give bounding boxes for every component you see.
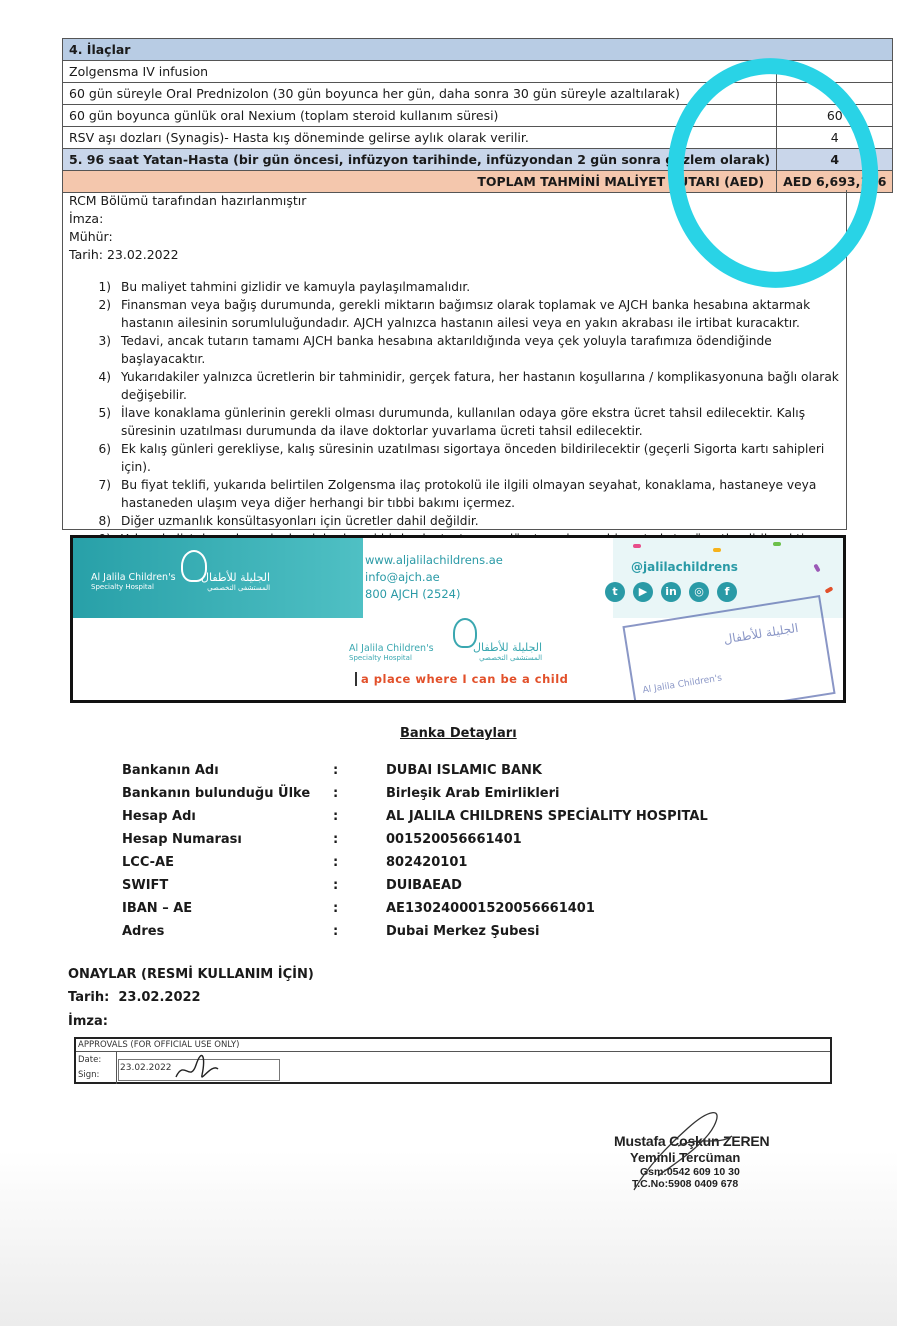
bank-title: Banka Detayları bbox=[400, 726, 517, 741]
translator-signature-icon bbox=[628, 1106, 738, 1196]
note-line: süresinin uzatılması durumunda da ilave doktorlar yuvarlama ücreti tahsil edilecektir. bbox=[121, 424, 643, 438]
total-value: AED 6,693,196 bbox=[777, 171, 893, 193]
bank-separator: : bbox=[333, 901, 339, 916]
note-text bbox=[121, 278, 840, 296]
value-cell: 60 bbox=[777, 105, 893, 127]
note-number: 8) bbox=[98, 514, 111, 528]
bank-label: LCC-AE bbox=[122, 855, 174, 870]
bank-separator: : bbox=[333, 855, 339, 870]
note-text bbox=[121, 368, 840, 404]
note-line: hastanın ailesinin sorumluluğundadır. AJCH yalnızca hastanın ailesi veya en yakın akrabası ile irtibat kuracaktır. bbox=[121, 316, 800, 330]
bank-separator: : bbox=[333, 786, 339, 801]
note-text bbox=[121, 404, 840, 440]
translator-title: Yeminli Tercüman bbox=[630, 1150, 741, 1165]
note-number: 7) bbox=[98, 478, 111, 492]
note-line: Yukarıdakiler yalnızca ücretlerin bir tahminidir, gerçek fatura, her hastanın koşullarına / komplikasyonuna bağlı olarak bbox=[121, 370, 839, 384]
note-line: Ek kalış günleri gerekliyse, kalış süresinin uzatılması sigortaya önceden bildirilecektir (geçerli Sigorta kartı sahipleri için). bbox=[121, 442, 825, 474]
bank-label: Hesap Numarası bbox=[122, 832, 242, 847]
logo-text-ar: الجليلة للأطفال المستشفى التخصصي bbox=[201, 571, 271, 592]
box-date-value: 23.02.2022 bbox=[120, 1063, 172, 1073]
prepared-date: Tarih: 23.02.2022 bbox=[69, 247, 179, 262]
instagram-icon[interactable]: ◎ bbox=[689, 582, 709, 602]
approvals-date: Tarih: 23.02.2022 bbox=[68, 990, 201, 1005]
item-cell: Zolgensma IV infusion bbox=[63, 61, 777, 83]
item-cell: 5. 96 saat Yatan-Hasta (bir gün öncesi, infüzyon tarihinde, infüzyondan 2 gün sonra gözlem olarak) bbox=[63, 149, 777, 171]
prepared-by: RCM Bölümü tarafından hazırlanmıştır bbox=[69, 193, 307, 208]
note-number: 4) bbox=[98, 370, 111, 384]
note-number: 3) bbox=[98, 334, 111, 348]
box-date-label: Date: bbox=[78, 1055, 102, 1065]
note-line: hastaneden ulaşım veya diğer herhangi bir tıbbi bakımı içermez. bbox=[121, 496, 516, 510]
bank-separator: : bbox=[333, 924, 339, 939]
list-item bbox=[69, 404, 840, 440]
translator-name: Mustafa Coşkun ZEREN bbox=[614, 1133, 770, 1149]
note-text bbox=[121, 332, 840, 368]
note-text bbox=[121, 440, 840, 476]
item-cell: 60 gün süreyle Oral Prednizolon (30 gün boyunca her gün, daha sonra 30 gün süreyle azaltılarak) bbox=[63, 83, 777, 105]
stamp-text-ar: الجليلة للأطفال bbox=[722, 620, 800, 647]
bank-value: DUIBAEAD bbox=[386, 878, 462, 893]
logo-text-en: Al Jalila Children's Specialty Hospital bbox=[349, 643, 434, 662]
list-item bbox=[69, 368, 840, 404]
bank-separator: : bbox=[333, 832, 339, 847]
note-line: İlave konaklama günlerinin gerekli olması durumunda, kullanılan odaya göre ekstra ücret tahsil edilecektir. Kalış bbox=[121, 406, 806, 420]
item-cell: 60 gün boyunca günlük oral Nexium (toplam steroid kullanım süresi) bbox=[63, 105, 777, 127]
confetti-icon bbox=[633, 544, 641, 548]
section-title: 4. İlaçlar bbox=[63, 39, 893, 61]
bank-value: DUBAI ISLAMIC BANK bbox=[386, 763, 542, 778]
note-number: 2) bbox=[98, 298, 111, 312]
bank-label: Bankanın bulunduğu Ülke bbox=[122, 786, 311, 801]
seal-label: Mühür: bbox=[69, 229, 113, 244]
note-text bbox=[121, 512, 840, 530]
item-cell: RSV aşı dozları (Synagis)- Hasta kış döneminde gelirse aylık olarak verilir. bbox=[63, 127, 777, 149]
divider bbox=[116, 1051, 117, 1084]
social-icons bbox=[605, 582, 737, 602]
notes-list bbox=[69, 278, 840, 548]
note-line: değişebilir. bbox=[121, 388, 187, 402]
bank-value: AE130240001520056661401 bbox=[386, 901, 595, 916]
note-line: Bu fiyat teklifi, yukarıda belirtilen Zolgensma ilaç protokolü ile ilgili olmayan seyahat, konaklama, hastaneye veya bbox=[121, 478, 817, 492]
value-cell: 4 bbox=[777, 149, 893, 171]
signature-icon bbox=[172, 1053, 222, 1085]
note-number: 6) bbox=[98, 442, 111, 456]
translator-tc: T.C.No:5908 0409 678 bbox=[632, 1178, 739, 1190]
list-item bbox=[69, 278, 840, 296]
divider bbox=[76, 1051, 830, 1052]
bank-separator: : bbox=[333, 763, 339, 778]
total-label: TOPLAM TAHMİNİ MALİYET TUTARI (AED) bbox=[63, 171, 777, 193]
bank-label: IBAN – AE bbox=[122, 901, 193, 916]
stamp-text-en: Al Jalila Children's bbox=[641, 673, 723, 696]
signature-label: İmza: bbox=[69, 211, 104, 226]
list-item bbox=[69, 476, 840, 512]
approvals-box bbox=[74, 1037, 832, 1084]
logo-text-ar: الجليلة للأطفال المستشفى التخصصي bbox=[473, 641, 543, 662]
bank-value: 001520056661401 bbox=[386, 832, 522, 847]
confetti-icon bbox=[773, 542, 781, 546]
confetti-icon bbox=[713, 548, 721, 552]
note-text bbox=[121, 476, 840, 512]
note-number: 1) bbox=[98, 280, 111, 294]
bank-label: Adres bbox=[122, 924, 165, 939]
list-item bbox=[69, 440, 840, 476]
website-link[interactable]: www.aljalilachildrens.ae bbox=[365, 553, 503, 567]
approvals-sign: İmza: bbox=[68, 1014, 108, 1029]
value-cell: 4 bbox=[777, 127, 893, 149]
list-item bbox=[69, 296, 840, 332]
approvals-box-title: APPROVALS (FOR OFFICIAL USE ONLY) bbox=[78, 1040, 240, 1050]
social-handle: @jalilachildrens bbox=[631, 560, 738, 574]
bank-label: Hesap Adı bbox=[122, 809, 196, 824]
list-item bbox=[69, 512, 840, 530]
list-item bbox=[69, 332, 840, 368]
linkedin-icon[interactable]: in bbox=[661, 582, 681, 602]
email-link[interactable]: info@ajch.ae bbox=[365, 570, 440, 584]
bank-label: SWIFT bbox=[122, 878, 169, 893]
facebook-icon[interactable]: f bbox=[717, 582, 737, 602]
note-number: 5) bbox=[98, 406, 111, 420]
translator-gsm: Gsm:0542 609 10 30 bbox=[640, 1166, 740, 1178]
twitter-icon[interactable]: t bbox=[605, 582, 625, 602]
approvals-title: ONAYLAR (RESMİ KULLANIM İÇİN) bbox=[68, 967, 314, 982]
bank-value: 802420101 bbox=[386, 855, 468, 870]
contact-info bbox=[365, 552, 503, 603]
note-line: Tedavi, ancak tutarın tamamı AJCH banka hesabına aktarıldığında veya çek yoluyla tarafımıza ödendiğinde başlayacaktır. bbox=[121, 334, 772, 366]
youtube-icon[interactable]: ▶ bbox=[633, 582, 653, 602]
bank-separator: : bbox=[333, 878, 339, 893]
hospital-banner bbox=[70, 535, 846, 703]
bank-value: Birleşik Arab Emirlikleri bbox=[386, 786, 560, 801]
bank-value: Dubai Merkez Şubesi bbox=[386, 924, 540, 939]
bank-label: Bankanın Adı bbox=[122, 763, 219, 778]
phone-number: 800 AJCH (2524) bbox=[365, 587, 461, 601]
note-line: Finansman veya bağış durumunda, gerekli miktarın bağımsız olarak toplamak ve AJCH banka hesabına aktarmak bbox=[121, 298, 811, 312]
bank-value: AL JALILA CHILDRENS SPECİALITY HOSPITAL bbox=[386, 809, 708, 824]
note-text bbox=[121, 296, 840, 332]
tagline: a place where I can be a child bbox=[355, 672, 568, 686]
banner-teal-panel bbox=[73, 538, 363, 618]
note-line: Diğer uzmanlık konsültasyonları için ücretler dahil değildir. bbox=[121, 514, 479, 528]
logo-text-en: Al Jalila Children's Specialty Hospital bbox=[91, 572, 176, 591]
bank-separator: : bbox=[333, 809, 339, 824]
box-sign-label: Sign: bbox=[78, 1070, 100, 1080]
note-line: Bu maliyet tahmini gizlidir ve kamuyla paylaşılmamalıdır. bbox=[121, 280, 471, 294]
